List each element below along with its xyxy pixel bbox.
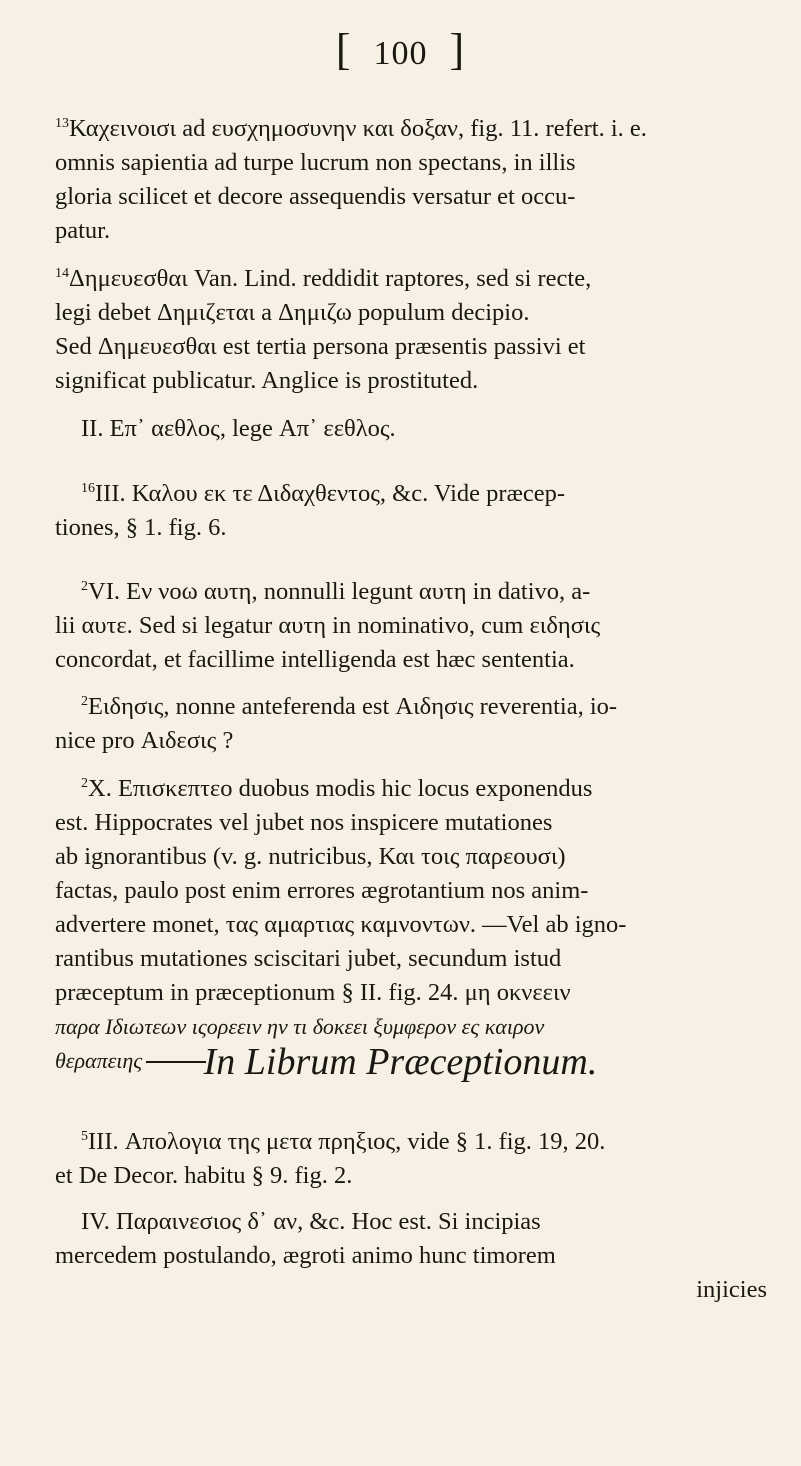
note-III <box>55 477 767 545</box>
note-IV <box>55 1205 767 1307</box>
text-line: advertere monet, τας αμαρτιας καμνοντων. —Vel ab igno- <box>55 911 627 938</box>
note-VI <box>55 575 767 677</box>
text-line: VI. Εν νοω αυτη, nonnulli legunt αυτη in dativo, a- <box>88 578 591 605</box>
note-III-2 <box>55 1125 767 1193</box>
text-line: tiones, § 1. fig. 6. <box>55 514 227 541</box>
right-bracket: ] <box>449 25 466 74</box>
text-line: Sed Δημευεσθαι est tertia persona præsentis passivi et <box>55 333 586 360</box>
note-14 <box>55 262 767 398</box>
footnote-marker: 14 <box>55 265 69 281</box>
page-number: 100 <box>373 35 428 72</box>
catchword: injicies <box>696 1276 767 1303</box>
text-line: IV. Παραινεσιος δ᾽ αν, &c. Hoc est. Si incipias <box>81 1208 541 1235</box>
section-title: In Librum Præceptionum. <box>203 1041 598 1083</box>
text-line: II. Επ᾽ αεθλος, lege Απ᾽ εεθλος. <box>81 415 396 442</box>
text-line: παρα Ιδιωτεων ιςορεειν ην τι δοκεει ξυμφερον ες καιρον <box>55 1014 545 1039</box>
footnote-marker: 2 <box>81 693 88 709</box>
footnote-marker: 13 <box>55 115 69 131</box>
text-line: gloria scilicet et decore assequendis versatur et occu- <box>55 183 576 210</box>
text-line: nice pro Αιδεσις ? <box>55 727 234 754</box>
note-13 <box>55 112 767 248</box>
footnote-marker: 5 <box>81 1128 88 1144</box>
text-line: significat publicatur. Anglice is prostituted. <box>55 367 479 394</box>
text-line: concordat, et facillime intelligenda est hæc sententia. <box>55 646 575 673</box>
text-line: præceptum in præceptionum § II. fig. 24. μη οκνεειν <box>55 979 571 1006</box>
text-line: et De Decor. habitu § 9. fig. 2. <box>55 1162 353 1189</box>
text-line: est. Hippocrates vel jubet nos inspicere mutationes <box>55 809 553 836</box>
note-II <box>55 412 767 446</box>
text-line: III. Καλου εκ τε Διδαχθεντος, &c. Vide præcep- <box>95 480 566 507</box>
text-line: X. Επισκεπτεο duobus modis hic locus exponendus <box>88 775 593 802</box>
left-bracket: [ <box>335 25 352 74</box>
footnote-marker: 2 <box>81 578 88 594</box>
note-VI-2 <box>55 690 767 758</box>
text-line: factas, paulo post enim errores ægrotantium nos anim- <box>55 877 589 904</box>
note-X <box>55 772 767 1078</box>
text-line: patur. <box>55 217 111 244</box>
text-line: mercedem postulando, ægroti animo hunc timorem <box>55 1242 556 1269</box>
text-line: θεραπειης <box>55 1048 143 1073</box>
footnote-marker: 2 <box>81 775 88 791</box>
text-line: ab ignorantibus (v. g. nutricibus, Και τοις παρεουσι) <box>55 843 566 870</box>
footnote-marker: 16 <box>81 480 95 496</box>
text-line: omnis sapientia ad turpe lucrum non spectans, in illis <box>55 149 576 176</box>
text-line: III. Απολογια της μετα πρηξιος, vide § 1. fig. 19, 20. <box>88 1128 606 1155</box>
text-line: lii αυτε. Sed si legatur αυτη in nominativo, cum ειδησις <box>55 612 601 639</box>
text-line: Ειδησις, nonne anteferenda est Αιδησις reverentia, io- <box>88 693 618 720</box>
text-line: rantibus mutationes sciscitari jubet, secundum istud <box>55 945 562 972</box>
text-line: legi debet Δημιζεται a Δημιζω populum decipio. <box>55 299 530 326</box>
page-header <box>0 24 801 75</box>
text-line: Δημευεσθαι Van. Lind. reddidit raptores, sed si recte, <box>69 265 592 292</box>
text-line: Καχεινοισι ad ευσχημοσυνην και δοξαν, fig. 11. refert. i. e. <box>69 115 647 142</box>
